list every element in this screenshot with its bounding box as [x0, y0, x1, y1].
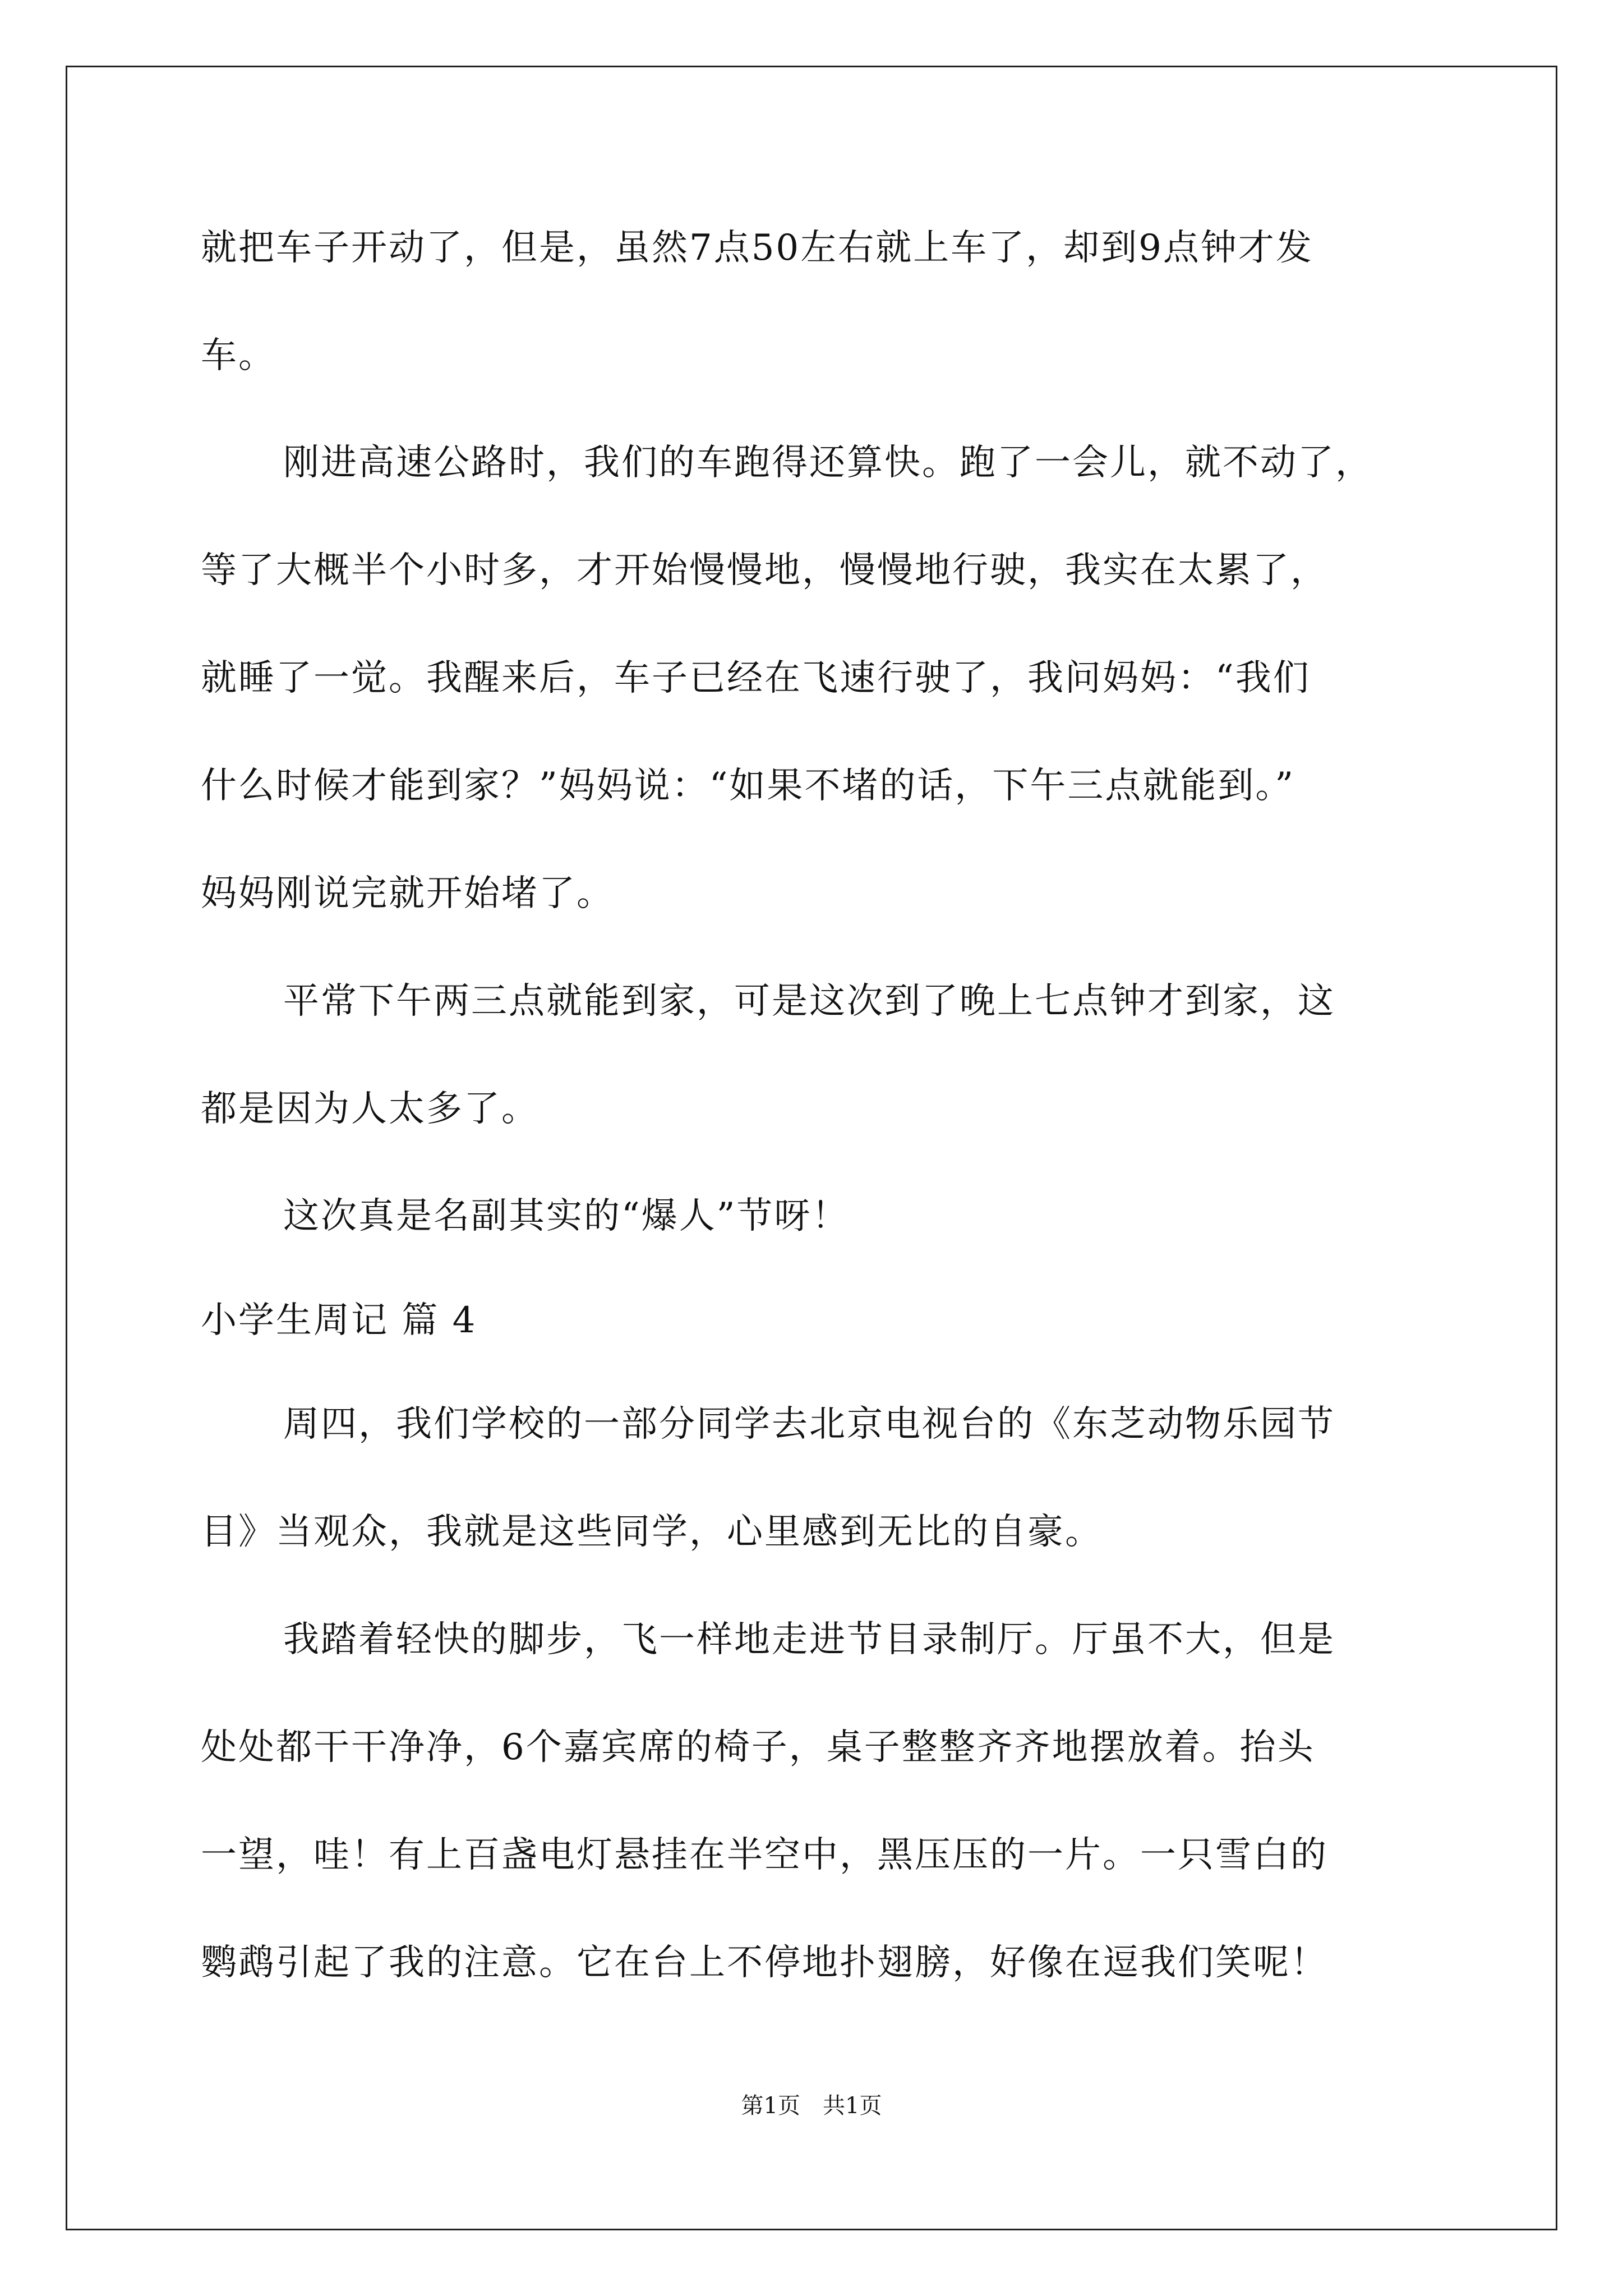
paragraph-line: 等了大概半个小时多，才开始慢慢地，慢慢地行驶，我实在太累了， [201, 550, 1328, 591]
paragraph-line: 妈妈刚说完就开始堵了。 [201, 873, 614, 914]
paragraph-line: 都是因为人太多了。 [201, 1088, 539, 1130]
page-number: 第1页 [741, 2093, 800, 2119]
section-heading: 小学生周记 篇 4 [201, 1300, 477, 1341]
paragraph-line: 车。 [201, 335, 276, 376]
paragraph-line: 目》当观众，我就是这些同学，心里感到无比的自豪。 [201, 1511, 1103, 1553]
paragraph-line: 周四，我们学校的一部分同学去北京电视台的《东芝动物乐园节 [283, 1404, 1335, 1445]
page-total: 共1页 [823, 2093, 882, 2119]
paragraph-line: 刚进高速公路时，我们的车跑得还算快。跑了一会儿，就不动了， [283, 442, 1373, 484]
page-footer [0, 2089, 1623, 2123]
paragraph-line: 一望，哇！有上百盏电灯悬挂在半空中，黑压压的一片。一只雪白的 [201, 1834, 1328, 1876]
paragraph-line: 处处都干干净净，6个嘉宾席的椅子，桌子整整齐齐地摆放着。抬头 [201, 1727, 1315, 1768]
paragraph-line: 就把车子开动了，但是，虽然7点50左右就上车了，却到9点钟才发 [201, 227, 1313, 269]
paragraph-line: 我踏着轻快的脚步，飞一样地走进节目录制厅。厅虽不大，但是 [283, 1619, 1335, 1660]
paragraph-line: 平常下午两三点就能到家，可是这次到了晚上七点钟才到家，这 [283, 981, 1335, 1022]
paragraph-line: 鹦鹉引起了我的注意。它在台上不停地扑翅膀，好像在逗我们笑呢！ [201, 1942, 1328, 1984]
paragraph-line: 这次真是名副其实的“爆人”节呀！ [283, 1195, 850, 1237]
paragraph-line: 就睡了一觉。我醒来后，车子已经在飞速行驶了，我问妈妈：“我们 [201, 657, 1311, 699]
page-border [66, 66, 1557, 2230]
paragraph-line: 什么时候才能到家？”妈妈说：“如果不堵的话，下午三点就能到。” [201, 765, 1295, 807]
